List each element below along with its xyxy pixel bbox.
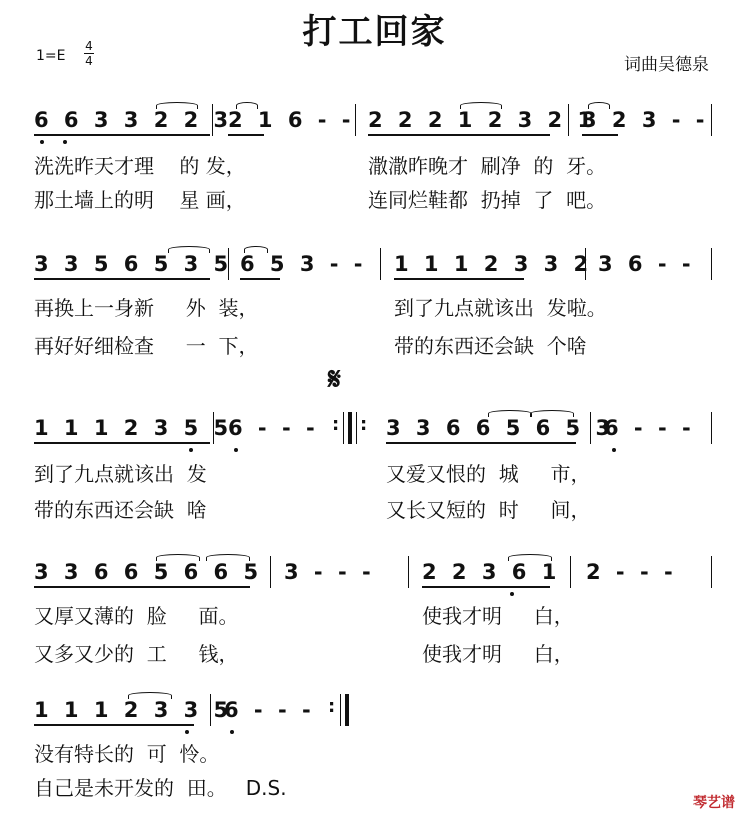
slur	[460, 102, 502, 109]
lyric-line: 又爱又恨的 城 市，	[386, 462, 591, 486]
barline	[711, 248, 712, 280]
barline	[340, 694, 341, 726]
lyric-line: 又长又短的 时 间，	[386, 498, 591, 522]
lyric-line: 到了九点就该出 发啦。	[394, 296, 607, 320]
measure: 1 1 1 2 3 5 5	[34, 416, 233, 440]
lyric-line: 带的东西还会缺 啥	[34, 498, 207, 522]
lyric-line: 又多又少的 工 钱，	[34, 642, 239, 666]
measure: 3 3 5 6 5 3 5	[34, 252, 233, 276]
slur	[168, 246, 210, 253]
measure: 6 6 3 3 2 2 3	[34, 108, 233, 132]
slur	[244, 246, 268, 253]
beam-underline	[34, 724, 194, 726]
low-octave-dot	[510, 592, 514, 596]
measure: 3 - - -	[284, 560, 375, 584]
lyric-line: 再好好细检查 一 下，	[34, 334, 259, 358]
beam-underline	[386, 442, 576, 444]
measure: 2 2 3 6 1	[422, 560, 561, 584]
slur	[508, 554, 552, 561]
beam-underline	[582, 134, 618, 136]
watermark-logo: 琴艺谱	[693, 795, 735, 811]
measure: 6 - - -	[228, 416, 319, 440]
beam-underline	[368, 134, 550, 136]
slur	[156, 102, 198, 109]
low-octave-dot	[234, 448, 238, 452]
beam-underline	[394, 278, 524, 280]
lyric-line: 又厚又薄的 脸 面。	[34, 604, 239, 628]
repeat-thick-bar	[348, 412, 352, 444]
time-signature	[84, 40, 94, 67]
lyric-line: 再换上一身新 外 装，	[34, 296, 259, 320]
measure: 2 1 6 - -	[228, 108, 355, 132]
low-octave-dot	[185, 730, 189, 734]
barline	[711, 412, 712, 444]
repeat-dots: :	[360, 414, 368, 435]
barline	[568, 104, 569, 136]
beam-underline	[240, 278, 280, 280]
low-octave-dot	[189, 448, 193, 452]
lyric-line: 连同烂鞋都 扔掉 了 吧。	[368, 188, 607, 212]
low-octave-dot	[612, 448, 616, 452]
repeat-dots: :	[328, 696, 336, 717]
low-octave-dot	[63, 140, 67, 144]
barline	[343, 412, 344, 444]
measure: 6 - - -	[224, 698, 315, 722]
repeat-thick-bar	[345, 694, 349, 726]
barline	[228, 248, 229, 280]
low-octave-dot	[230, 730, 234, 734]
barline	[213, 412, 214, 444]
measure: 3 6 - -	[598, 252, 695, 276]
measure: 2 - - -	[586, 560, 677, 584]
lyric-line: 那土墙上的明 星 画，	[34, 188, 246, 212]
lyric-line: 使我才明 白，	[422, 604, 574, 628]
barline	[570, 556, 571, 588]
lyric-line: 洗洗昨天才理 的 发，	[34, 154, 246, 178]
barline	[711, 104, 712, 136]
beam-underline	[228, 134, 264, 136]
lyric-line: 使我才明 白，	[422, 642, 574, 666]
barline	[408, 556, 409, 588]
barline	[212, 104, 213, 136]
low-octave-dot	[40, 140, 44, 144]
measure: 1 1 1 2 3 3 5	[34, 698, 233, 722]
time-signature-top: 4	[85, 39, 93, 53]
segno-sign: 𝄋	[328, 362, 341, 397]
measure: 3 2 3 - -	[582, 108, 709, 132]
barline	[356, 412, 357, 444]
slur	[156, 554, 200, 561]
measure: 3 3 6 6 5 6 5 3	[386, 416, 615, 440]
slur	[488, 410, 532, 417]
song-title: 打工回家	[302, 12, 447, 52]
slur	[236, 102, 258, 109]
lyric-line: 自己是未开发的 田。 D.S.	[34, 776, 287, 800]
beam-underline	[34, 442, 210, 444]
credit: 词曲吴德泉	[624, 55, 709, 75]
barline	[590, 412, 591, 444]
repeat-dots: :	[332, 414, 340, 435]
slur	[206, 554, 250, 561]
lyric-line: 潵潵昨晚才 刷净 的 牙。	[368, 154, 607, 178]
barline	[355, 104, 356, 136]
measure: 2 2 2 1 2 3 2 1	[368, 108, 597, 132]
lyric-line: 到了九点就该出 发	[34, 462, 207, 486]
barline	[270, 556, 271, 588]
measure: 1 1 1 2 3 3 2	[394, 252, 593, 276]
lyric-line: 带的东西还会缺 个啥	[394, 334, 587, 358]
lyric-line: 没有特长的 可 怜。	[34, 742, 220, 766]
key-signature: 1=E	[36, 48, 66, 64]
measure: 6 - - -	[604, 416, 695, 440]
time-signature-bottom: 4	[85, 54, 93, 68]
barline	[585, 248, 586, 280]
beam-underline	[34, 278, 210, 280]
slur	[588, 102, 610, 109]
barline	[380, 248, 381, 280]
beam-underline	[34, 134, 210, 136]
slur	[128, 692, 172, 699]
slur	[530, 410, 574, 417]
barline	[711, 556, 712, 588]
beam-underline	[34, 586, 250, 588]
measure: 3 3 6 6 5 6 6 5	[34, 560, 263, 584]
beam-underline	[422, 586, 550, 588]
measure: 6 5 3 - -	[240, 252, 367, 276]
barline	[210, 694, 211, 726]
